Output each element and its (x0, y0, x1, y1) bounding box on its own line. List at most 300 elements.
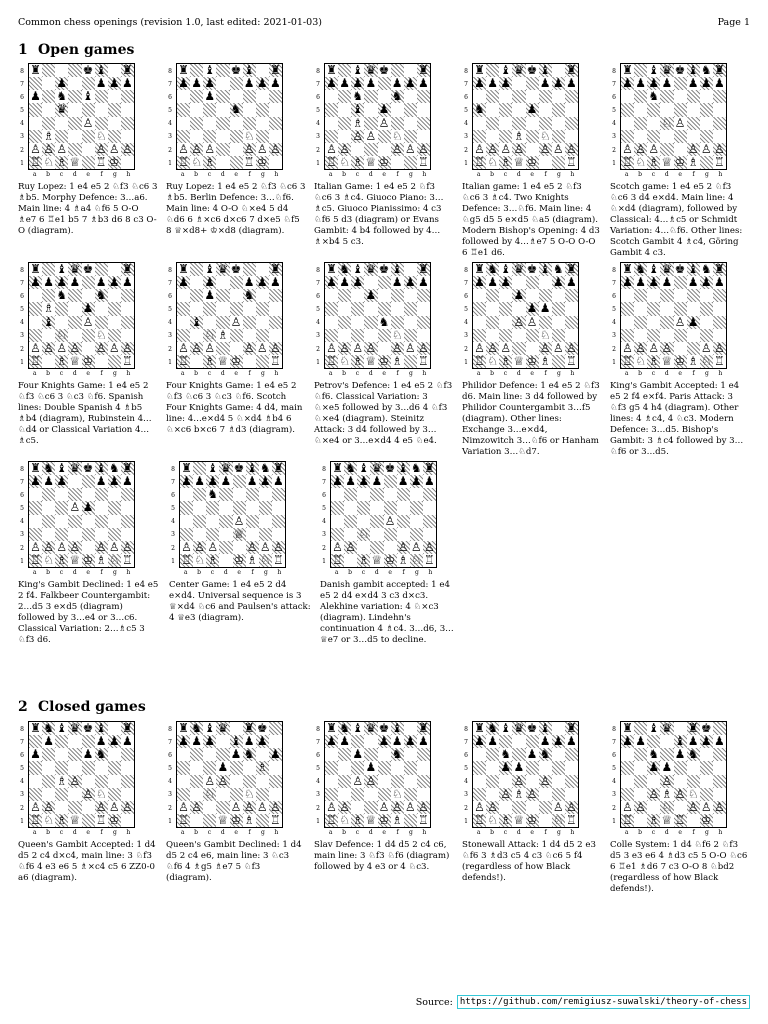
light-square (364, 735, 377, 748)
dark-square (410, 528, 423, 541)
black-pawn-icon: ♟ (352, 747, 364, 762)
dark-square (552, 329, 565, 342)
openings-row (18, 60, 758, 259)
white-king-icon: ♔ (526, 812, 538, 827)
black-pawn-icon: ♟ (714, 275, 725, 290)
white-king-icon: ♔ (256, 154, 268, 169)
light-square (486, 130, 499, 143)
file-label: e (382, 829, 386, 836)
dark-square (417, 316, 430, 329)
file-label: a (328, 829, 333, 836)
light-square (647, 775, 660, 788)
light-square (552, 316, 565, 329)
file-label: d (368, 370, 373, 377)
file-label: f (396, 370, 399, 377)
white-pawn-icon: ♙ (552, 340, 564, 355)
black-pawn-icon: ♟ (714, 76, 725, 91)
file-label: d (220, 171, 225, 178)
white-pawn-icon: ♙ (217, 773, 229, 788)
white-knight-icon: ♘ (391, 327, 403, 342)
file-label: f (248, 171, 251, 178)
white-pawn-icon: ♙ (43, 141, 55, 156)
file-labels (28, 829, 135, 836)
dark-square (259, 501, 272, 514)
file-label: f (100, 829, 103, 836)
dark-square (269, 90, 282, 103)
light-square (499, 90, 512, 103)
dark-square (713, 316, 726, 329)
rank-label: 1 (168, 817, 172, 825)
rank-label: 1 (20, 358, 24, 366)
black-pawn-icon: ♟ (418, 76, 429, 91)
dark-square (42, 515, 55, 528)
white-knight-icon: ♘ (243, 786, 255, 801)
light-square (344, 554, 357, 567)
black-knight-icon: ♞ (687, 747, 699, 762)
light-square (68, 103, 81, 116)
dark-square (526, 276, 539, 289)
dark-square (647, 302, 660, 315)
dark-square (95, 515, 108, 528)
black-rook-icon: ♜ (566, 63, 577, 77)
dark-square (269, 117, 282, 130)
light-square (243, 761, 256, 774)
black-pawn-icon: ♟ (566, 734, 577, 749)
dark-square (700, 103, 713, 116)
white-rook-icon: ♖ (622, 812, 633, 827)
dark-square (216, 289, 229, 302)
black-pawn-icon: ♟ (352, 76, 364, 91)
dark-square (190, 117, 203, 130)
rank-label: 4 (316, 319, 320, 327)
light-square (42, 77, 55, 90)
black-pawn-icon: ♟ (220, 474, 232, 489)
white-knight-icon: ♘ (635, 154, 647, 169)
white-knight-icon: ♘ (661, 799, 673, 814)
black-knight-icon: ♞ (487, 262, 499, 276)
dark-square (121, 289, 134, 302)
file-label: e (234, 829, 238, 836)
dark-square (256, 814, 269, 827)
dark-square (121, 117, 134, 130)
chess-board (179, 461, 286, 568)
file-label: c (59, 171, 64, 178)
white-rook-icon: ♖ (622, 154, 633, 169)
dark-square (243, 117, 256, 130)
light-square (526, 801, 539, 814)
black-king-icon: ♚ (378, 63, 390, 77)
rank-label: 6 (20, 492, 24, 500)
file-label: b (638, 829, 642, 836)
black-rook-icon: ♜ (687, 721, 699, 735)
light-square (269, 329, 282, 342)
light-square (499, 775, 512, 788)
chess-board (472, 721, 579, 828)
light-square (674, 342, 687, 355)
dark-square (256, 355, 269, 368)
dark-square (486, 748, 499, 761)
black-rook-icon: ♜ (424, 461, 435, 475)
light-square (634, 302, 647, 315)
white-knight-icon: ♘ (43, 552, 55, 567)
light-square (512, 77, 525, 90)
opening-card (18, 259, 166, 458)
black-king-icon: ♚ (526, 262, 538, 276)
black-bishop-icon: ♝ (56, 721, 68, 735)
black-queen-icon: ♛ (365, 262, 377, 276)
white-king-icon: ♔ (526, 154, 538, 169)
dark-square (82, 814, 95, 827)
dark-square (660, 90, 673, 103)
black-pawn-icon: ♟ (243, 76, 255, 91)
black-pawn-icon: ♟ (122, 275, 133, 290)
dark-square (674, 103, 687, 116)
black-rook-icon: ♜ (418, 63, 429, 77)
light-square (499, 316, 512, 329)
rank-label: 7 (612, 280, 616, 288)
opening-caption: Center Game: 1 e4 e5 2 d4 e×d4. Universal sequence is 3 ♕×d4 ♘c6 and Paulsen's attack: 4 ♕e3 (diagram). (169, 580, 311, 623)
file-label: d (72, 171, 77, 178)
white-pawn-icon: ♙ (674, 115, 686, 130)
light-square (272, 501, 285, 514)
black-knight-icon: ♞ (648, 89, 660, 104)
white-knight-icon: ♘ (259, 552, 271, 567)
dark-square (256, 329, 269, 342)
chess-board (176, 262, 283, 369)
file-label: e (678, 370, 682, 377)
white-knight-icon: ♘ (552, 812, 564, 827)
chess-board (28, 721, 135, 828)
black-rook-icon: ♜ (178, 63, 189, 77)
dark-square (256, 788, 269, 801)
light-square (565, 103, 578, 116)
opening-card (169, 458, 320, 646)
chess-diagram (166, 60, 296, 180)
black-bishop-icon: ♝ (204, 262, 216, 276)
white-pawn-icon: ♙ (418, 141, 429, 156)
white-pawn-icon: ♙ (122, 799, 133, 814)
file-label: d (72, 829, 77, 836)
black-knight-icon: ♞ (95, 288, 107, 303)
light-square (512, 329, 525, 342)
light-square (634, 103, 647, 116)
opening-card (314, 259, 462, 458)
file-label: c (355, 171, 360, 178)
black-queen-icon: ♛ (220, 461, 232, 475)
dark-square (42, 775, 55, 788)
light-square (391, 103, 404, 116)
file-label: a (476, 370, 481, 377)
white-bishop-icon: ♗ (352, 353, 364, 368)
black-bishop-icon: ♝ (352, 63, 364, 77)
white-pawn-icon: ♙ (246, 539, 258, 554)
light-square (259, 488, 272, 501)
rank-label: 5 (316, 107, 320, 115)
white-bishop-icon: ♗ (43, 128, 55, 143)
white-pawn-icon: ♙ (95, 141, 107, 156)
black-rook-icon: ♜ (622, 63, 633, 77)
dark-square (384, 501, 397, 514)
file-label: f (402, 569, 405, 576)
light-square (338, 103, 351, 116)
black-rook-icon: ♜ (622, 721, 633, 735)
black-pawn-icon: ♟ (635, 734, 647, 749)
file-label: h (277, 569, 282, 576)
black-pawn-icon: ♟ (424, 474, 435, 489)
white-knight-icon: ♘ (204, 327, 216, 342)
light-square (473, 748, 486, 761)
white-bishop-icon: ♗ (391, 812, 403, 827)
light-square (203, 117, 216, 130)
white-bishop-icon: ♗ (56, 812, 68, 827)
source-label: Source: (415, 996, 453, 1008)
light-square (660, 103, 673, 116)
black-pawn-icon: ♟ (243, 275, 255, 290)
light-square (410, 488, 423, 501)
light-square (404, 289, 417, 302)
light-square (82, 541, 95, 554)
light-square (95, 355, 108, 368)
source-link[interactable]: https://github.com/remigiusz-suwalski/theory-of-chess (457, 995, 750, 1009)
light-square (539, 156, 552, 169)
dark-square (404, 788, 417, 801)
black-bishop-icon: ♝ (500, 63, 512, 77)
file-label: f (544, 171, 547, 178)
file-label: c (361, 569, 366, 576)
white-bishop-icon: ♗ (539, 353, 551, 368)
light-square (325, 90, 338, 103)
rank-label: 5 (612, 765, 616, 773)
dark-square (700, 761, 713, 774)
light-square (674, 90, 687, 103)
white-bishop-icon: ♗ (648, 353, 660, 368)
white-bishop-icon: ♗ (243, 812, 255, 827)
white-pawn-icon: ♙ (178, 799, 189, 814)
white-pawn-icon: ♙ (687, 141, 699, 156)
light-square (526, 342, 539, 355)
dark-square (331, 528, 344, 541)
white-pawn-icon: ♙ (108, 141, 120, 156)
rank-label: 6 (20, 752, 24, 760)
rank-label: 1 (316, 159, 320, 167)
rank-label: 1 (20, 159, 24, 167)
light-square (82, 801, 95, 814)
black-bishop-icon: ♝ (539, 721, 551, 735)
dark-square (621, 788, 634, 801)
dark-square (552, 302, 565, 315)
opening-card (314, 60, 462, 259)
file-label: g (113, 569, 117, 576)
file-label: h (570, 171, 575, 178)
file-label: g (557, 171, 561, 178)
black-rook-icon: ♜ (122, 461, 133, 475)
light-square (243, 103, 256, 116)
file-label: d (220, 829, 225, 836)
black-bishop-icon: ♝ (687, 63, 699, 77)
black-queen-icon: ♛ (661, 262, 673, 276)
rank-label: 4 (20, 120, 24, 128)
light-square (539, 103, 552, 116)
light-square (526, 117, 539, 130)
dark-square (55, 528, 68, 541)
black-king-icon: ♚ (230, 262, 242, 276)
white-knight-icon: ♘ (687, 786, 699, 801)
rank-label: 2 (464, 146, 468, 154)
dark-square (269, 775, 282, 788)
white-pawn-icon: ♙ (207, 539, 219, 554)
dark-square (325, 130, 338, 143)
black-pawn-icon: ♟ (700, 734, 712, 749)
white-pawn-icon: ♙ (56, 340, 68, 355)
white-pawn-icon: ♙ (69, 773, 81, 788)
dark-square (230, 77, 243, 90)
light-square (177, 90, 190, 103)
dark-square (526, 77, 539, 90)
file-label: g (113, 171, 117, 178)
black-queen-icon: ♛ (513, 63, 525, 77)
black-bishop-icon: ♝ (648, 721, 660, 735)
opening-card (610, 259, 758, 458)
dark-square (55, 130, 68, 143)
black-rook-icon: ♜ (326, 721, 337, 735)
black-pawn-icon: ♟ (700, 76, 712, 91)
rank-label: 1 (612, 817, 616, 825)
rank-label: 3 (464, 332, 468, 340)
black-rook-icon: ♜ (418, 721, 429, 735)
white-knight-icon: ♘ (95, 327, 107, 342)
black-pawn-icon: ♟ (56, 275, 68, 290)
file-label: b (194, 829, 198, 836)
black-knight-icon: ♞ (487, 721, 499, 735)
white-pawn-icon: ♙ (500, 786, 512, 801)
black-pawn-icon: ♟ (648, 76, 660, 91)
white-pawn-icon: ♙ (513, 141, 525, 156)
light-square (565, 761, 578, 774)
rank-label: 8 (464, 68, 468, 75)
black-pawn-icon: ♟ (204, 288, 216, 303)
white-rook-icon: ♖ (30, 154, 41, 169)
black-pawn-icon: ♟ (230, 747, 242, 762)
light-square (82, 515, 95, 528)
dark-square (473, 761, 486, 774)
white-pawn-icon: ♙ (326, 141, 337, 156)
black-pawn-icon: ♟ (204, 76, 216, 91)
dark-square (499, 130, 512, 143)
file-label: h (422, 370, 427, 377)
dark-square (338, 775, 351, 788)
light-square (713, 761, 726, 774)
white-pawn-icon: ♙ (500, 340, 512, 355)
rank-label: 6 (612, 752, 616, 760)
white-queen-icon: ♕ (365, 812, 377, 827)
dark-square (338, 748, 351, 761)
file-labels (472, 370, 579, 377)
light-square (42, 329, 55, 342)
light-square (269, 788, 282, 801)
chess-board (324, 63, 431, 170)
white-pawn-icon: ♙ (687, 799, 699, 814)
light-square (404, 316, 417, 329)
opening-caption: Queen's Gambit Accepted: 1 d4 d5 2 c4 d×c4, main line: 3 ♘f3 ♘f6 4 e3 e6 5 ♗×c4 c5 6 ZZ0-0 a6 (diagram). (18, 840, 156, 883)
white-pawn-icon: ♙ (243, 141, 255, 156)
file-label: b (46, 171, 50, 178)
light-square (539, 761, 552, 774)
white-pawn-icon: ♙ (95, 799, 107, 814)
dark-square (512, 342, 525, 355)
dark-square (68, 801, 81, 814)
light-square (121, 501, 134, 514)
white-rook-icon: ♖ (326, 812, 337, 827)
file-label: c (207, 370, 212, 377)
rank-label: 3 (612, 133, 616, 141)
black-bishop-icon: ♝ (352, 262, 364, 276)
black-king-icon: ♚ (82, 721, 94, 735)
file-label: d (368, 171, 373, 178)
light-square (338, 130, 351, 143)
black-queen-icon: ♛ (217, 721, 229, 735)
light-square (121, 329, 134, 342)
opening-card (18, 60, 166, 259)
black-pawn-icon: ♟ (56, 474, 68, 489)
file-label: b (342, 829, 346, 836)
dark-square (384, 528, 397, 541)
black-pawn-icon: ♟ (487, 275, 499, 290)
light-square (68, 735, 81, 748)
file-labels (28, 370, 135, 377)
rank-label: 7 (168, 81, 172, 89)
file-label: a (624, 171, 629, 178)
black-pawn-icon: ♟ (391, 275, 403, 290)
white-pawn-icon: ♙ (108, 340, 120, 355)
rank-labels (320, 463, 328, 568)
white-knight-icon: ♘ (358, 526, 370, 541)
white-bishop-icon: ♗ (500, 812, 512, 827)
white-queen-icon: ♕ (365, 353, 377, 368)
white-pawn-icon: ♙ (378, 799, 390, 814)
file-label: d (664, 370, 669, 377)
white-pawn-icon: ♙ (122, 340, 133, 355)
rank-label: 4 (168, 778, 172, 786)
white-king-icon: ♔ (674, 353, 686, 368)
white-pawn-icon: ♙ (256, 799, 268, 814)
file-label: e (234, 171, 238, 178)
black-pawn-icon: ♟ (526, 301, 538, 316)
black-knight-icon: ♞ (500, 747, 512, 762)
dark-square (378, 77, 391, 90)
black-queen-icon: ♛ (365, 63, 377, 77)
dark-square (82, 528, 95, 541)
rank-label: 5 (168, 107, 172, 115)
white-pawn-icon: ♙ (108, 539, 120, 554)
white-pawn-icon: ♙ (566, 340, 577, 355)
white-pawn-icon: ♙ (352, 128, 364, 143)
file-label: a (180, 171, 185, 178)
dark-square (82, 761, 95, 774)
black-pawn-icon: ♟ (661, 76, 673, 91)
light-square (344, 528, 357, 541)
light-square (259, 515, 272, 528)
white-king-icon: ♔ (384, 552, 396, 567)
white-pawn-icon: ♙ (256, 141, 268, 156)
rank-label: 1 (316, 817, 320, 825)
light-square (325, 775, 338, 788)
chess-board (324, 262, 431, 369)
light-square (177, 316, 190, 329)
light-square (108, 775, 121, 788)
black-rook-icon: ♜ (326, 63, 337, 77)
white-pawn-icon: ♙ (204, 773, 216, 788)
black-bishop-icon: ♝ (539, 63, 551, 77)
